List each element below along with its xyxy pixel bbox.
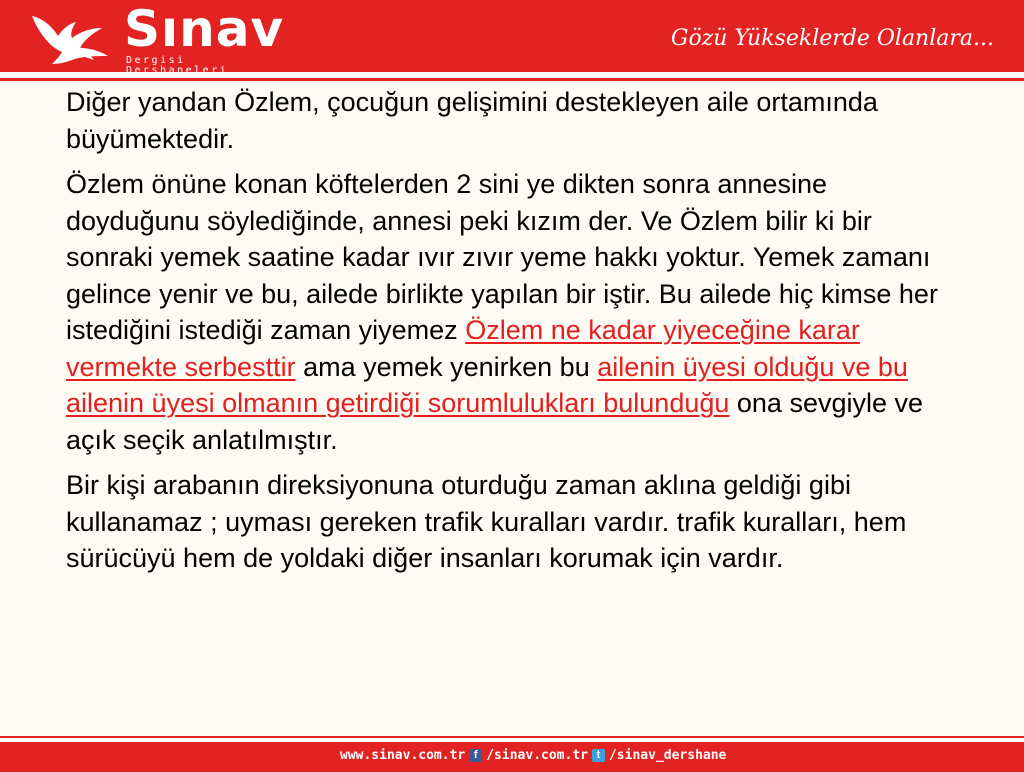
facebook-icon[interactable]: f: [469, 749, 482, 762]
twitter-link[interactable]: /sinav_dershane: [608, 748, 727, 763]
facebook-link[interactable]: /sinav.com.tr: [486, 748, 588, 763]
twitter-icon[interactable]: t: [592, 749, 605, 762]
website-link[interactable]: www.sinav.com.tr: [340, 748, 466, 763]
paragraph-2-text-a: Özlem önüne konan köftelerden 2 sini ye dikten sonra annesine doyduğunu söylediğinde, annesi peki kızım der. Ve Özlem bilir ki bir sonraki yemek saatine kadar ıvır zıvır yeme hakkı yoktur. Yemek zamanı gelince yenir ve bu, ailede birlikte yapılan bir iştir. Bu ailede hiç kimse her istediğini istediği zaman yiyemez: [66, 169, 938, 345]
paragraph-2: [66, 166, 966, 458]
sinav-logo[interactable]: [28, 0, 285, 76]
header-bar: [0, 0, 1024, 78]
logo-subtitle: Dergisi Dershaneleri: [126, 55, 229, 76]
paragraph-3-text: Bir kişi arabanın direksiyonuna oturduğu zaman aklına geldiği gibi kullanamaz ; uyması gereken trafik kuralları vardır. trafik kuralları, hem sürücüyü hem de yoldaki diğer insanları korumak için vardır.: [66, 470, 907, 573]
highlight-text-1: Özlem ne kadar yiyeceğine karar vermekte serbesttir: [66, 315, 860, 382]
paragraph-3: [66, 467, 966, 577]
header-divider: [0, 78, 1024, 81]
paragraph-2-text-c: ona sevgiyle ve açık seçik anlatılmıştır.: [66, 388, 924, 455]
paragraph-1: [66, 84, 966, 157]
eagle-icon: [28, 6, 120, 68]
paragraph-1-text: Diğer yandan Özlem, çocuğun gelişimini destekleyen aile ortamında büyümektedir.: [66, 87, 878, 154]
slide-content: [66, 84, 966, 586]
footer-bar: [0, 738, 1024, 772]
slogan: Gözü Yükseklerde Olanlara...: [670, 26, 994, 51]
paragraph-2-text-b: ama yemek yenirken bu: [295, 351, 598, 382]
logo-text: Sınav: [124, 0, 285, 58]
highlight-text-2: ailenin üyesi olduğu ve bu ailenin üyesi olmanın getirdiği sorumlulukları bulunduğu: [66, 351, 908, 418]
footer-links: [340, 749, 726, 762]
